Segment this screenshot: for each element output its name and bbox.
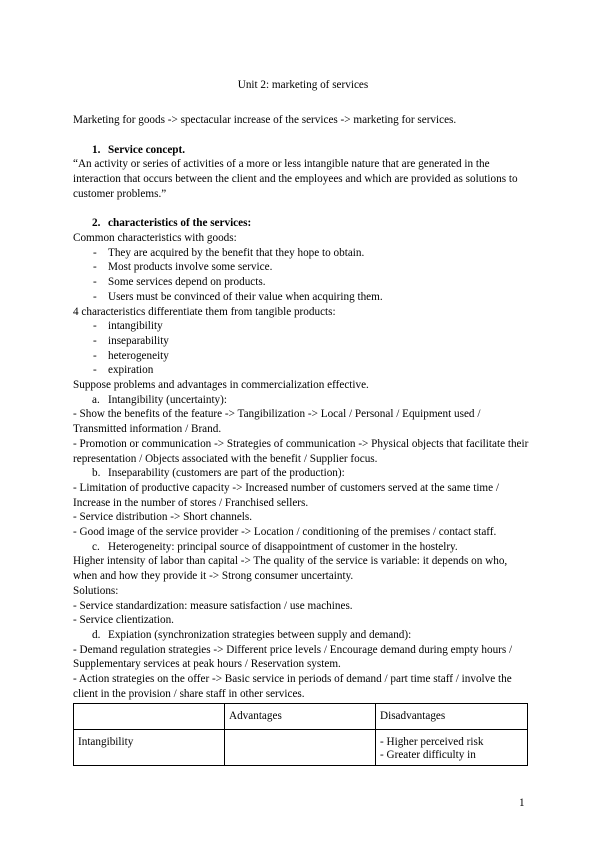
table-header-cell: [74, 704, 225, 730]
paragraph: - Demand regulation strategies -> Different price levels / Encourage demand during empty hours / Supplementary services at peak hours / Reservation system.: [73, 643, 513, 671]
subsection-letter: c.: [92, 540, 100, 553]
section-heading-2: [73, 216, 533, 231]
section-heading-1: [73, 143, 533, 158]
page-number: 1: [519, 797, 525, 809]
document-title: Unit 2: marketing of services: [237, 79, 369, 91]
section-heading-text: Service concept.: [108, 143, 186, 156]
table-cell-label: Intangibility: [74, 730, 225, 766]
table-cell-disadvantages: [376, 730, 528, 766]
service-concept-quote: “An activity or series of activities of a more or less intangible nature that are generated in the interaction that occurs between the client and the employees and which are provided as solutions to customer problems.”: [73, 158, 518, 200]
paragraph: Solutions:: [73, 584, 119, 597]
list-item: - inseparability: [93, 334, 169, 347]
list-item: - expiration: [93, 364, 154, 377]
section-number: 2.: [92, 217, 101, 230]
diff-label: 4 characteristics differentiate them from tangible products:: [73, 305, 336, 318]
list-item-text: inseparability: [108, 334, 169, 347]
paragraph: Higher intensity of labor than capital -> The quality of the service is variable: it depends on who, when and how they provide it -> Strong consumer uncertainty.: [73, 555, 508, 583]
list-item-text: They are acquired by the benefit that they hope to obtain.: [108, 246, 365, 259]
characteristics-table: [73, 703, 528, 766]
paragraph: - Service clientization.: [73, 614, 174, 627]
paragraph: - Good image of the service provider -> Location / conditioning of the premises / contact staff.: [73, 526, 497, 539]
subsection-letter: a.: [92, 393, 100, 406]
table-header-cell: Disadvantages: [376, 704, 528, 730]
list-item: - Some services depend on products.: [93, 276, 266, 289]
paragraph: - Promotion or communication -> Strategies of communication -> Physical objects that facilitate their representation / Objects associated with the benefit / Supplier focus.: [73, 437, 529, 465]
table-header-row: [74, 704, 528, 730]
disadvantage-item: - Greater difficulty in: [380, 749, 476, 761]
list-item-text: Most products involve some service.: [108, 261, 273, 274]
subsection-letter: d.: [92, 628, 101, 641]
list-item-text: heterogeneity: [108, 349, 169, 362]
paragraph: - Show the benefits of the feature -> Tangibilization -> Local / Personal / Equipment used / Transmitted information / Brand.: [73, 408, 481, 436]
list-item-text: Users must be convinced of their value when acquiring them.: [108, 290, 383, 303]
paragraph: - Limitation of productive capacity -> Increased number of customers served at the same time / Increase in the number of stores / Franchised sellers.: [73, 481, 499, 509]
section-number: 1.: [92, 143, 101, 156]
subsection-heading-text: Inseparability (customers are part of the production):: [108, 467, 345, 480]
list-item-text: intangibility: [108, 320, 163, 333]
subsection-heading-text: Heterogeneity: principal source of disappointment of customer in the hostelry.: [108, 540, 458, 553]
subsection-b-heading: [73, 466, 533, 481]
intro-paragraph: Marketing for goods -> spectacular increase of the services -> marketing for services.: [73, 114, 457, 127]
subsection-heading-text: Expiation (synchronization strategies between supply and demand):: [108, 628, 412, 641]
subsection-c-heading: [73, 540, 533, 555]
subsection-heading-text: Intangibility (uncertainty):: [108, 393, 227, 406]
subsection-a-heading: [73, 393, 533, 408]
table-row: [74, 730, 528, 766]
list-item: - intangibility: [93, 320, 163, 333]
table-cell-advantages: [225, 730, 376, 766]
list-item: - They are acquired by the benefit that they hope to obtain.: [93, 246, 365, 259]
list-item-text: expiration: [108, 364, 154, 377]
common-label: Common characteristics with goods:: [73, 231, 237, 244]
paragraph: - Service standardization: measure satisfaction / use machines.: [73, 599, 353, 612]
table-header-cell: Advantages: [225, 704, 376, 730]
list-item-text: Some services depend on products.: [108, 276, 266, 289]
list-item: - Users must be convinced of their value when acquiring them.: [93, 290, 383, 303]
list-item: - heterogeneity: [93, 349, 169, 362]
subsection-d-heading: [73, 628, 533, 643]
list-item: - Most products involve some service.: [93, 261, 273, 274]
section-heading-text: characteristics of the services:: [108, 217, 252, 230]
document-page: [73, 78, 533, 701]
subsection-letter: b.: [92, 467, 101, 480]
disadvantage-item: - Higher perceived risk: [380, 736, 484, 748]
paragraph: - Action strategies on the offer -> Basic service in periods of demand / part time staff / involve the client in the provision / share staff in other services.: [73, 673, 512, 700]
suppose-text: Suppose problems and advantages in commercialization effective.: [73, 379, 369, 392]
paragraph: - Service distribution -> Short channels.: [73, 511, 253, 524]
